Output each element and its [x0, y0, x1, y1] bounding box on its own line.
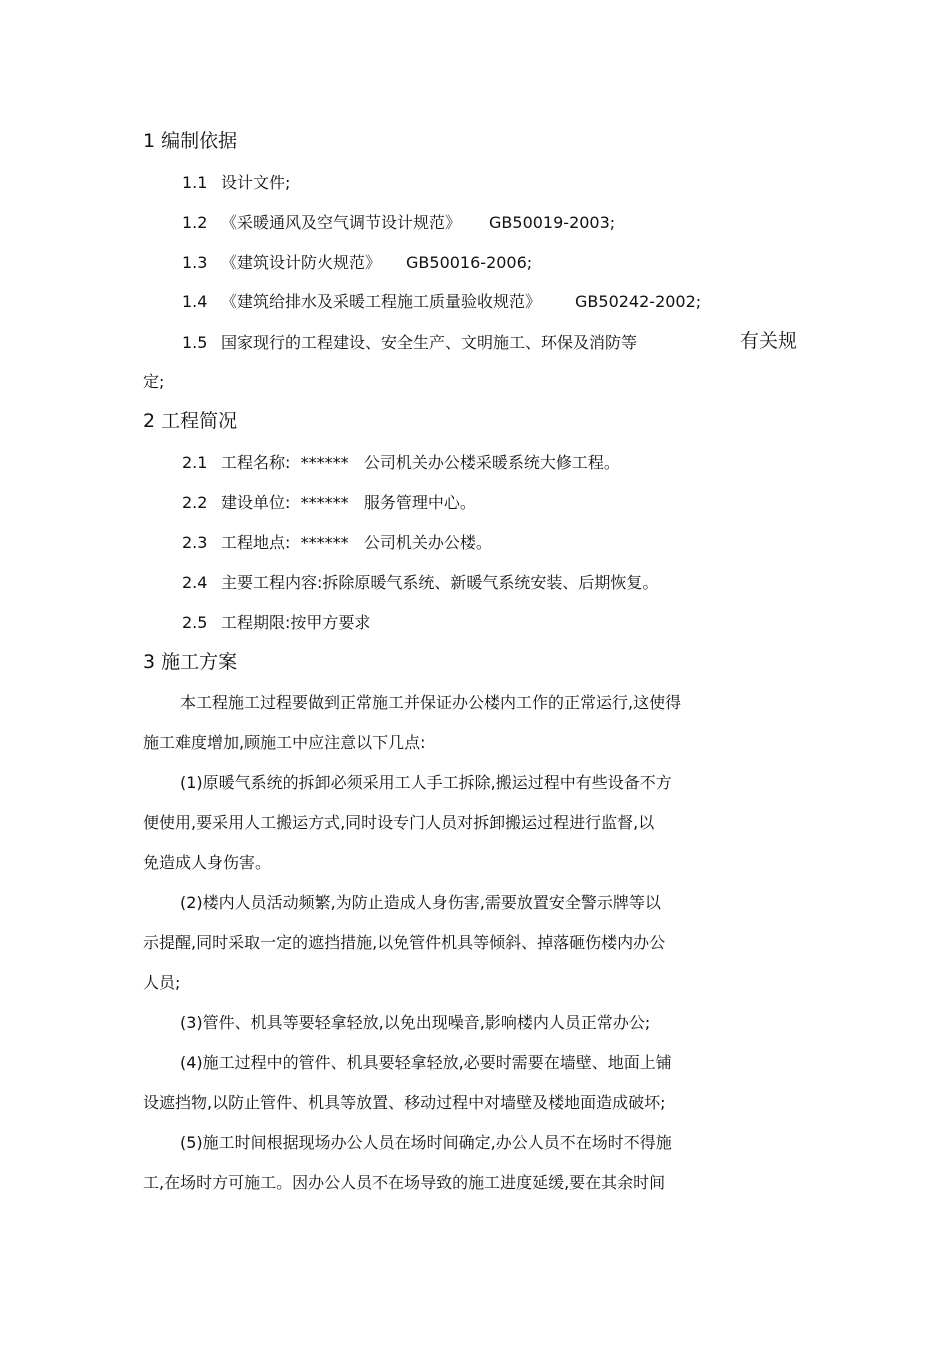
item-text: 《建筑给排水及采暖工程施工质量验收规范》	[221, 292, 542, 311]
item-text: 建设单位: ****** 服务管理中心。	[221, 493, 476, 512]
item-number: 1.4	[182, 292, 208, 311]
list-item	[182, 453, 620, 473]
item-text: 《采暖通风及空气调节设计规范》	[221, 213, 462, 232]
list-item	[182, 613, 370, 633]
paragraph-line: 免造成人身伤害。	[143, 853, 272, 872]
item-number: 2.2	[182, 493, 208, 512]
item-number: 2.4	[182, 573, 208, 592]
list-item	[182, 333, 637, 353]
list-item	[182, 253, 532, 273]
item-number: 1.5	[182, 333, 208, 352]
item-number: 1.1	[182, 173, 208, 192]
paragraph-line: (4)施工过程中的管件、机具要轻拿轻放,必要时需要在墙壁、地面上铺	[180, 1053, 672, 1072]
section-2-heading: 2 工程简况	[143, 410, 238, 432]
item-text: 国家现行的工程建设、安全生产、文明施工、环保及消防等	[221, 333, 638, 352]
item-text: 《建筑设计防火规范》	[221, 253, 382, 272]
item-text: 设计文件;	[221, 173, 291, 192]
item-number: 1.2	[182, 213, 208, 232]
item-text: 工程地点: ****** 公司机关办公楼。	[221, 533, 492, 552]
paragraph-line: 施工难度增加,顾施工中应注意以下几点:	[143, 733, 426, 752]
item-number: 2.3	[182, 533, 208, 552]
list-item	[182, 533, 492, 553]
item-text: 工程期限:按甲方要求	[221, 613, 371, 632]
item-number: 2.5	[182, 613, 208, 632]
item-text-tail: 有关规	[740, 330, 798, 352]
paragraph-line: (3)管件、机具等要轻拿轻放,以免出现噪音,影响楼内人员正常办公;	[180, 1013, 651, 1032]
paragraph-line: 本工程施工过程要做到正常施工并保证办公楼内工作的正常运行,这使得	[180, 693, 682, 712]
standard-code: GB50016-2006;	[406, 253, 533, 272]
item-text-continuation: 定;	[143, 372, 165, 391]
paragraph-line: (5)施工时间根据现场办公人员在场时间确定,办公人员不在场时不得施	[180, 1133, 672, 1152]
standard-code: GB50242-2002;	[575, 292, 702, 311]
paragraph-line: 人员;	[143, 973, 181, 992]
item-number: 2.1	[182, 453, 208, 472]
paragraph-line: 设遮挡物,以防止管件、机具等放置、移动过程中对墙壁及楼地面造成破坏;	[143, 1093, 666, 1112]
list-item	[182, 292, 701, 312]
list-item	[182, 493, 476, 513]
section-1-heading: 1 编制依据	[143, 130, 238, 152]
list-item	[182, 173, 290, 193]
item-text: 主要工程内容:拆除原暖气系统、新暖气系统安装、后期恢复。	[221, 573, 659, 592]
paragraph-line: 工,在场时方可施工。因办公人员不在场导致的施工进度延缓,要在其余时间	[143, 1173, 666, 1192]
standard-code: GB50019-2003;	[489, 213, 616, 232]
list-item	[182, 213, 615, 233]
list-item	[182, 573, 658, 593]
paragraph-line: 便使用,要采用人工搬运方式,同时设专门人员对拆卸搬运过程进行监督,以	[143, 813, 655, 832]
item-text: 工程名称: ****** 公司机关办公楼采暖系统大修工程。	[221, 453, 620, 472]
paragraph-line: (2)楼内人员活动频繁,为防止造成人身伤害,需要放置安全警示牌等以	[180, 893, 661, 912]
paragraph-line: (1)原暖气系统的拆卸必须采用工人手工拆除,搬运过程中有些设备不方	[180, 773, 672, 792]
section-3-heading: 3 施工方案	[143, 651, 238, 673]
paragraph-line: 示提醒,同时采取一定的遮挡措施,以免管件机具等倾斜、掉落砸伤楼内办公	[143, 933, 666, 952]
item-number: 1.3	[182, 253, 208, 272]
